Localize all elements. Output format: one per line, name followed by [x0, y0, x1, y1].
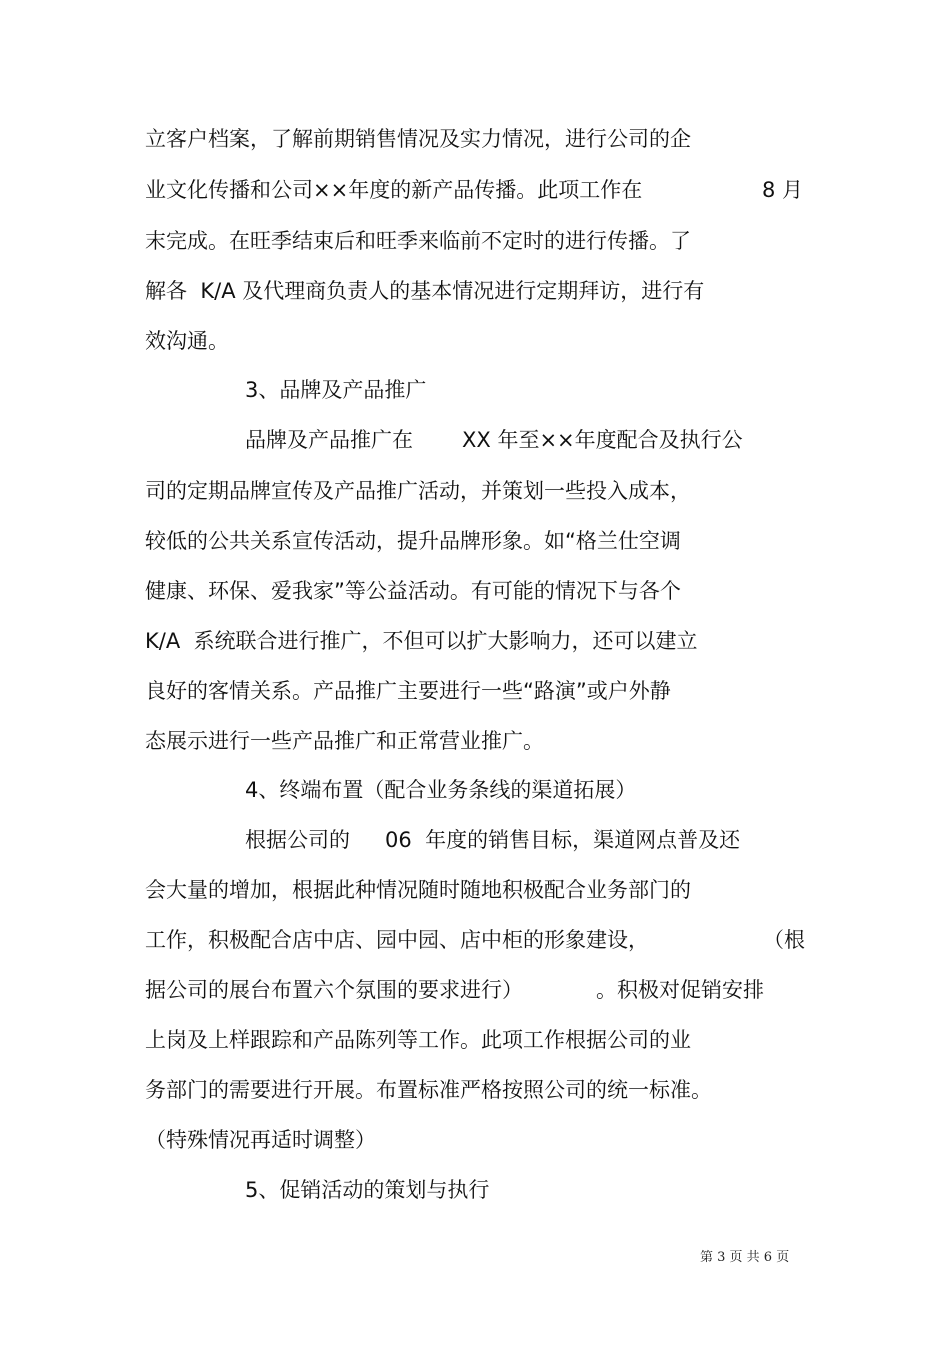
paragraph-line: 业文化传播和公司××年度的新产品传播。此项工作在 [145, 178, 643, 202]
paragraph-line: 较低的公共关系宣传活动，提升品牌形象。如“格兰仕空调 [145, 529, 681, 553]
paragraph-line: 立客户档案，了解前期销售情况及实力情况，进行公司的企 [145, 127, 691, 151]
paragraph-line: 据公司的展台布置六个氛围的要求进行） [145, 978, 523, 1002]
paragraph-line: 解各 K/A 及代理商负责人的基本情况进行定期拜访，进行有 [145, 279, 705, 303]
paragraph-line: 务部门的需要进行开展。布置标准严格按照公司的统一标准。 [145, 1078, 712, 1102]
paragraph-line: 司的定期品牌宣传及产品推广活动，并策划一些投入成本， [145, 479, 691, 503]
paragraph-line: K/A 系统联合进行推广，不但可以扩大影响力，还可以建立 [145, 629, 698, 653]
paragraph-line-fragment: XX 年至××年度配合及执行公 [462, 428, 743, 452]
paragraph-line: 健康、环保、爱我家”等公益活动。有可能的情况下与各个 [145, 579, 681, 603]
paragraph-line: 品牌及产品推广在 [245, 428, 413, 452]
paragraph-line-fragment: （根 [763, 928, 805, 952]
paragraph-line-fragment: 8 月 [762, 178, 804, 202]
section-heading: 5、促销活动的策划与执行 [245, 1178, 490, 1202]
section-heading: 3、品牌及产品推广 [245, 378, 427, 402]
paragraph-line: 会大量的增加，根据此种情况随时随地积极配合业务部门的 [145, 878, 691, 902]
paragraph-line-fragment: 06 年度的销售目标，渠道网点普及还 [385, 828, 741, 852]
paragraph-line-fragment: 。积极对促销安排 [596, 978, 764, 1002]
paragraph-line: 根据公司的 [245, 828, 350, 852]
paragraph-line: 良好的客情关系。产品推广主要进行一些“路演”或户外静 [145, 679, 671, 703]
page-number-footer: 第 3 页 共 6 页 [700, 1250, 790, 1265]
section-heading: 4、终端布置（配合业务条线的渠道拓展） [245, 778, 637, 802]
paragraph-line: 上岗及上样跟踪和产品陈列等工作。此项工作根据公司的业 [145, 1028, 691, 1052]
paragraph-line: 态展示进行一些产品推广和正常营业推广。 [145, 729, 544, 753]
paragraph-line: 末完成。在旺季结束后和旺季来临前不定时的进行传播。了 [145, 229, 691, 253]
paragraph-line: 效沟通。 [145, 329, 229, 353]
paragraph-line: 工作，积极配合店中店、园中园、店中柜的形象建设， [145, 928, 649, 952]
paragraph-line: （特殊情况再适时调整） [145, 1128, 376, 1152]
